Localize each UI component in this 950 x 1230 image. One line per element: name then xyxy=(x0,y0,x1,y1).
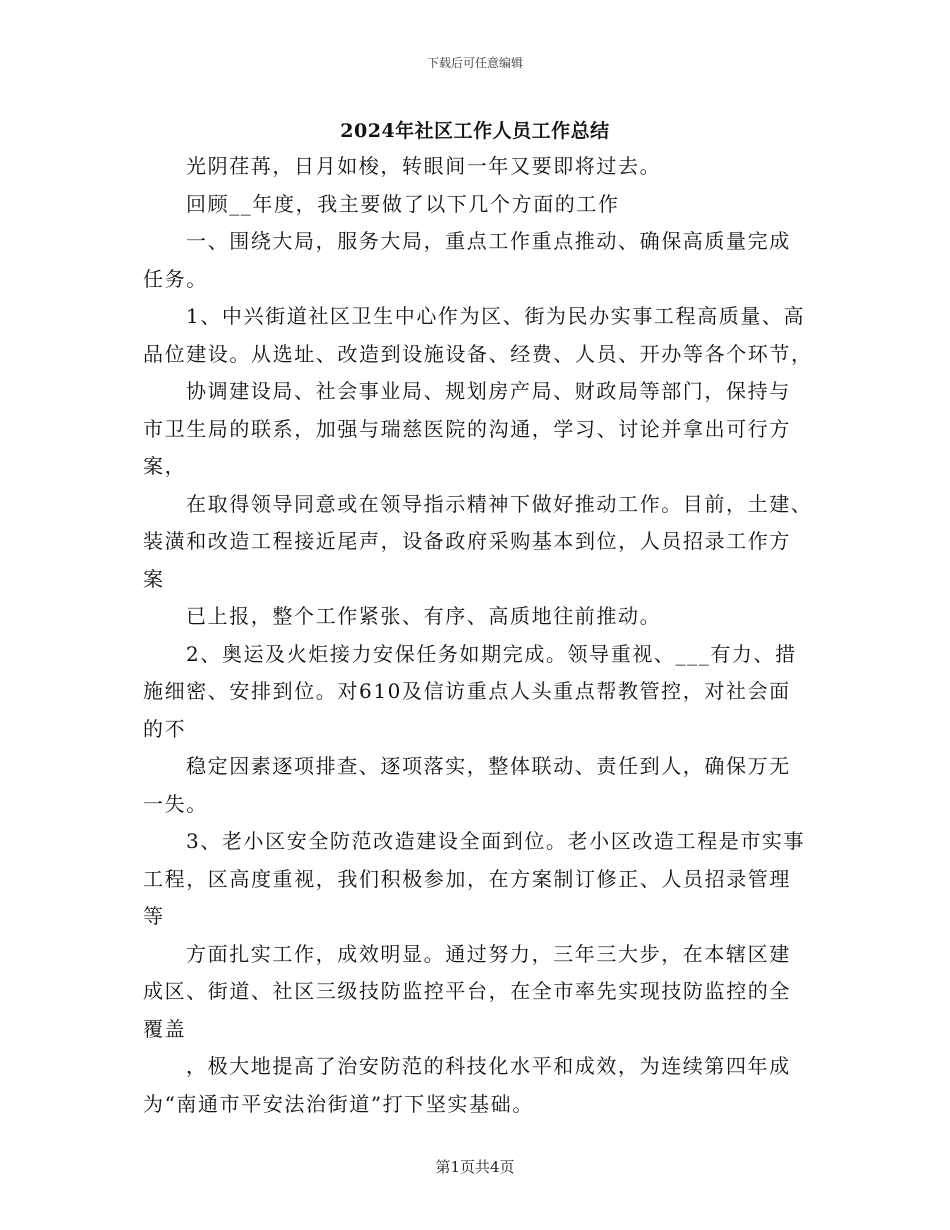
body-line: 施细密、安排到位。对610及信访重点人头重点帮教管控，对社会面 xyxy=(143,679,791,703)
body-line: 回顾__年度，我主要做了以下几个方面的工作 xyxy=(186,191,620,216)
body-line: 协调建设局、社会事业局、规划房产局、财政局等部门，保持与 xyxy=(186,379,791,403)
page-header-note: 下载后可任意编辑 xyxy=(426,56,523,70)
body-line: 一、围绕大局，服务大局，重点工作重点推动、确保高质量完成 xyxy=(186,229,791,253)
body-line: 案， xyxy=(143,454,187,478)
body-line: 2、奥运及火炬接力安保任务如期完成。领导重视、___有力、措 xyxy=(186,641,797,666)
body-line: 稳定因素逐项排查、逐项落实，整体联动、责任到人，确保万无 xyxy=(186,754,791,778)
body-line: 品位建设。从选址、改造到设施设备、经费、人员、开办等各个环节， xyxy=(143,341,813,366)
body-line: 覆盖 xyxy=(143,1016,187,1041)
body-line: ，极大地提高了治安防范的科技化水平和成效，为连续第四年成 xyxy=(186,1054,791,1078)
body-line: 已上报，整个工作紧张、有序、高质地往前推动。 xyxy=(186,604,662,628)
body-line: 成区、街道、社区三级技防监控平台，在全市率先实现技防监控的全 xyxy=(143,979,791,1003)
body-line: 案 xyxy=(143,566,165,591)
body-line: 光阴荏苒，日月如梭，转眼间一年又要即将过去。 xyxy=(186,154,662,178)
body-line: 任务。 xyxy=(143,266,208,291)
body-line: 在取得领导同意或在领导指示精神下做好推动工作。目前，土建、 xyxy=(186,491,813,516)
body-line: 市卫生局的联系，加强与瑞慈医院的沟通，学习、讨论并拿出可行方 xyxy=(143,416,791,441)
document-body xyxy=(143,148,813,1123)
body-line: 一失。 xyxy=(143,791,208,816)
body-line: 的不 xyxy=(143,716,187,741)
body-line: 装潢和改造工程接近尾声，设备政府采购基本到位，人员招录工作方 xyxy=(143,529,791,553)
document-title: 2024年社区工作人员工作总结 xyxy=(340,120,610,142)
body-line: 为“南通市平安法治街道”打下坚实基础。 xyxy=(143,1091,534,1116)
body-line: 工程，区高度重视，我们积极参加，在方案制订修正、人员招录管理 xyxy=(143,866,791,891)
body-line: 方面扎实工作，成效明显。通过努力，三年三大步，在本辖区建 xyxy=(186,941,791,966)
body-line: 3、老小区安全防范改造建设全面到位。老小区改造工程是市实事 xyxy=(186,829,806,853)
page-number-footer: 第1页共4页 xyxy=(435,1158,515,1176)
body-line: 等 xyxy=(143,904,165,928)
body-line: 1、中兴街道社区卫生中心作为区、街为民办实事工程高质量、高 xyxy=(186,304,806,328)
